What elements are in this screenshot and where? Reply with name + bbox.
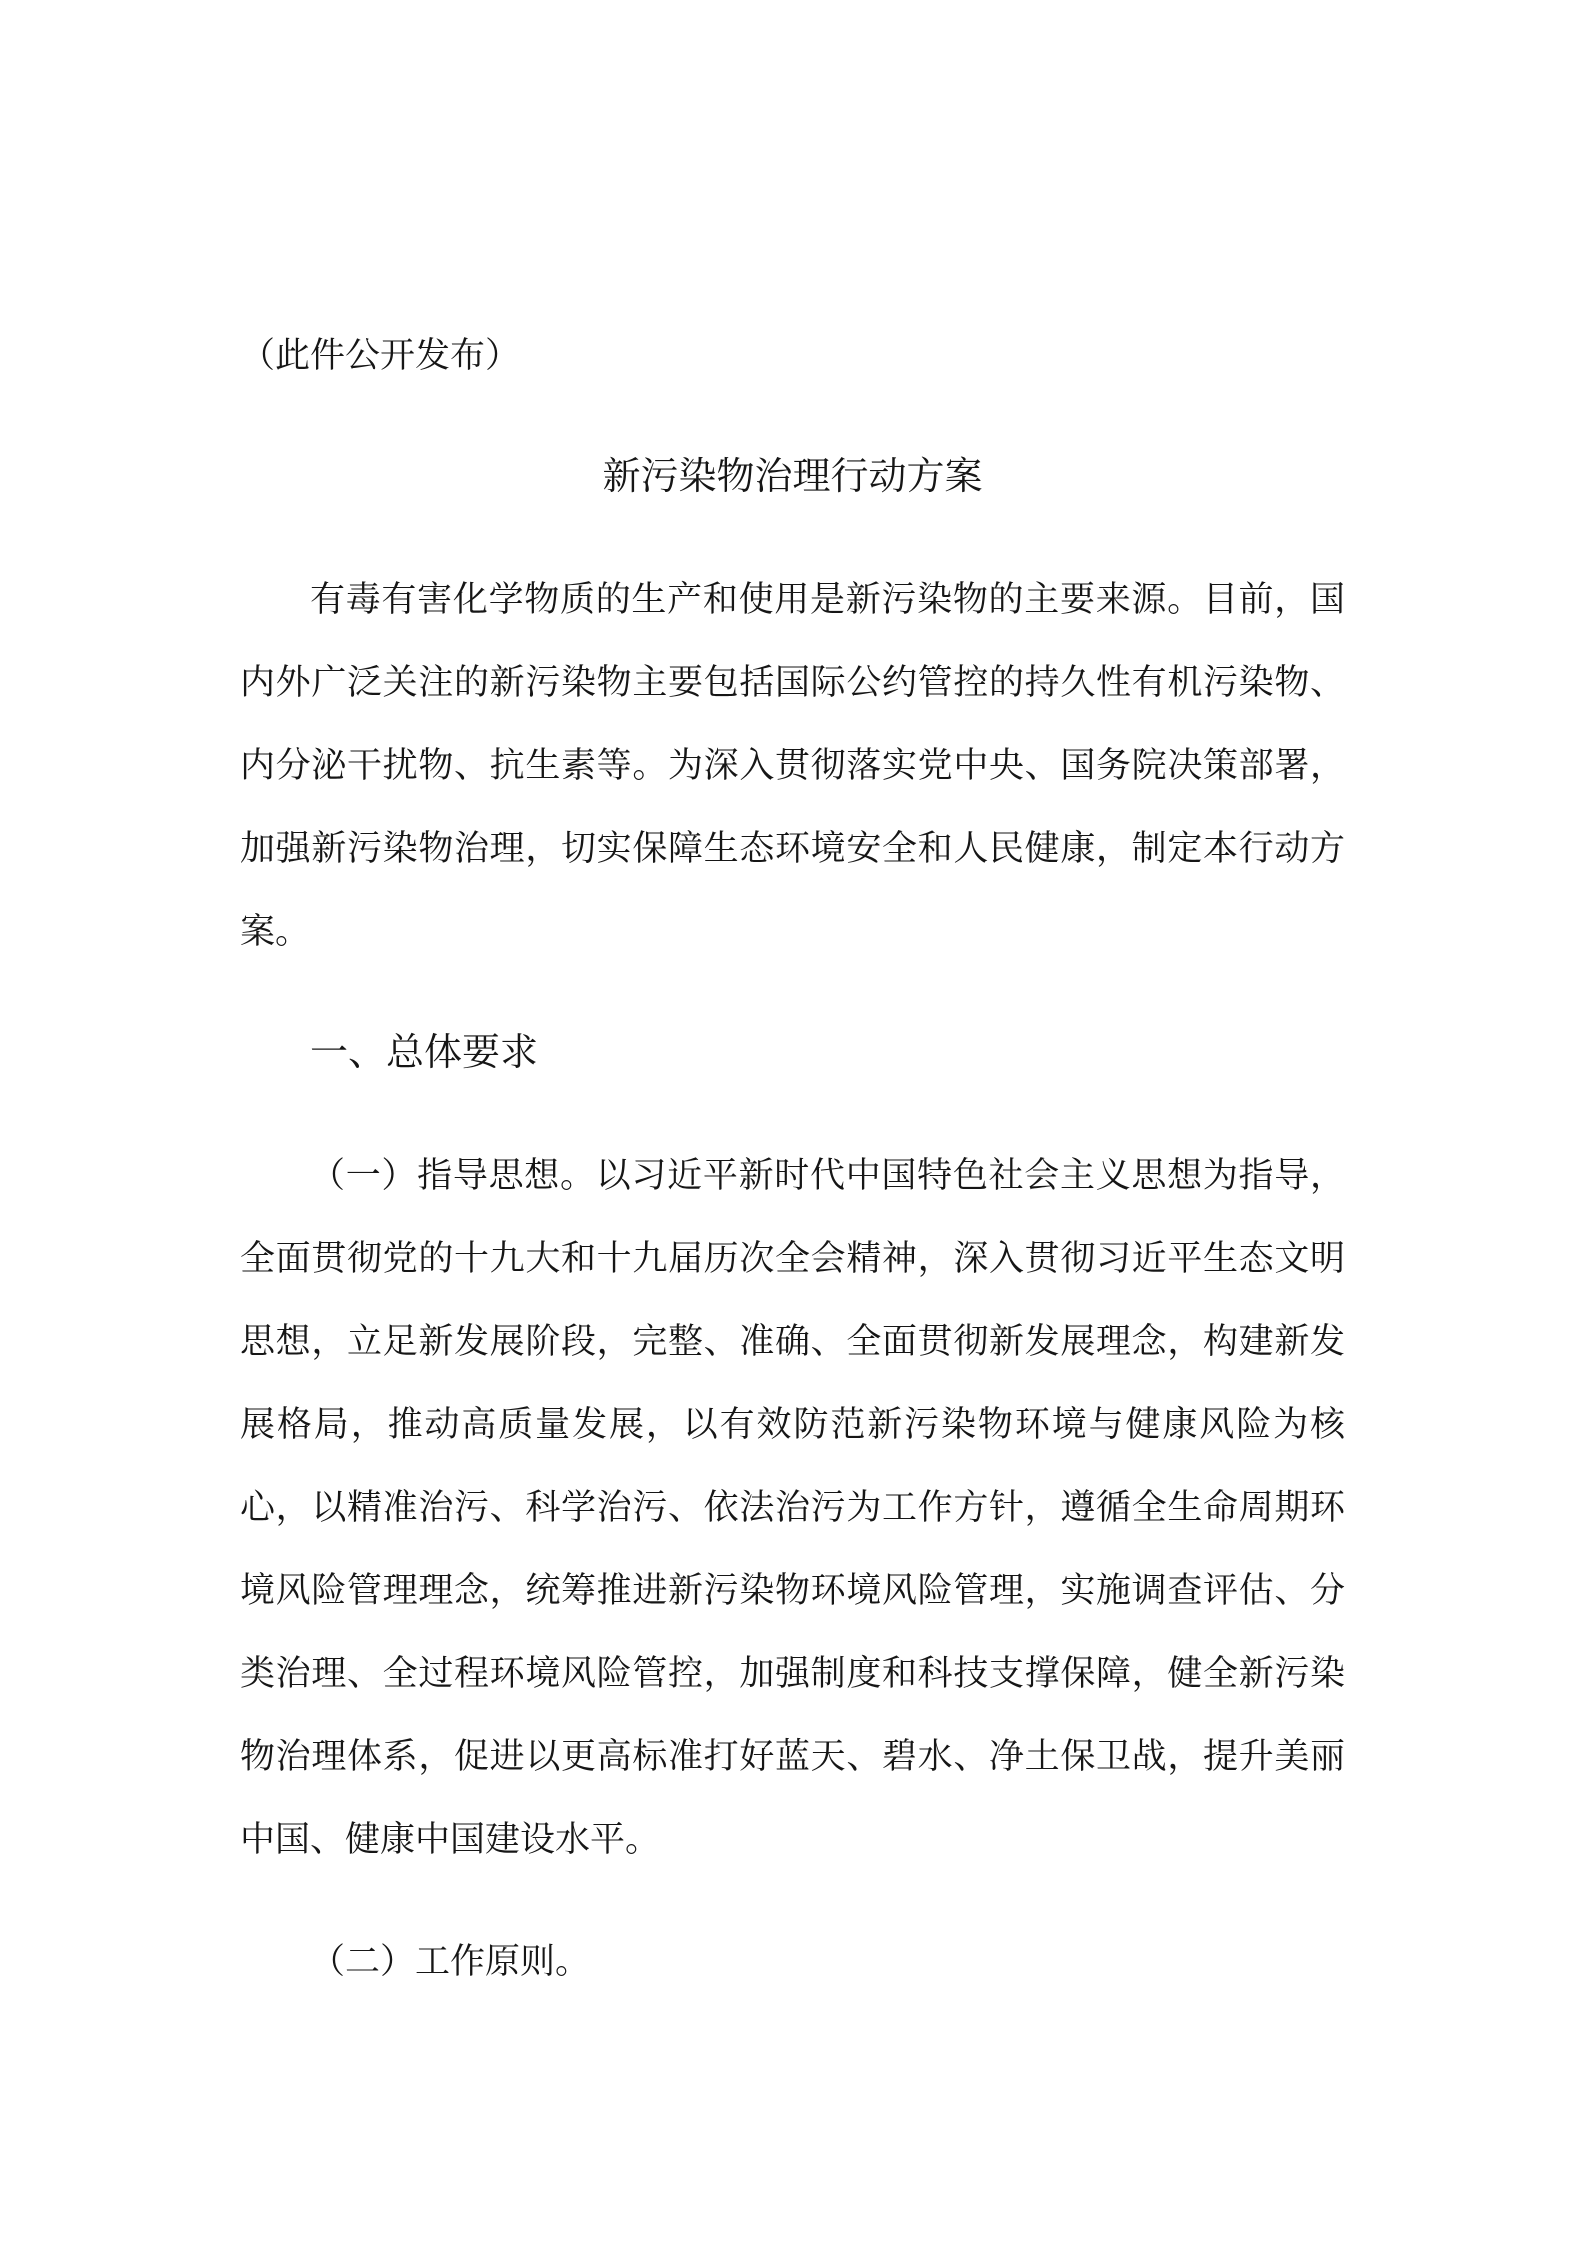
work-principles-label: （二）工作原则。 bbox=[310, 1942, 591, 1981]
guiding-ideology-label: （一）指导思想。 bbox=[310, 1156, 596, 1195]
guiding-ideology-text: 以习近平新时代中国特色社会主义思想为指导，全面贯彻党的十九大和十九届历次全会精神，深入贯彻习近平生态文明思想，立足新发展阶段，完整、准确、全面贯彻新发展理念，构建新发展格局，推动高质量发展，以有效防范新污染物环境与健康风险为核心，以精准治污、科学治污、依法治污为工作方针，遵循全生命周期环境风险管理理念，统筹推进新污染物环境风险管理，实施调查评估、分类治理、全过程环境风险管控，加强制度和科技支撑保障，健全新污染物治理体系，促进以更高标准打好蓝天、碧水、净土保卫战，提升美丽中国、健康中国建设水平。 bbox=[240, 1156, 1345, 1859]
guiding-ideology-paragraph bbox=[240, 1134, 1345, 1881]
document-title: 新污染物治理行动方案 bbox=[602, 456, 983, 498]
section-heading-overall-requirements: 一、总体要求 bbox=[310, 1032, 539, 1074]
intro-paragraph: 有毒有害化学物质的生产和使用是新污染物的主要来源。目前，国内外广泛关注的新污染物主要包括国际公约管控的持久性有机污染物、内分泌干扰物、抗生素等。为深入贯彻落实党中央、国务院决策部署，加强新污染物治理，切实保障生态环境安全和人民健康，制定本行动方案。 bbox=[240, 580, 1345, 951]
release-note: （此件公开发布） bbox=[240, 336, 521, 375]
work-principles-paragraph bbox=[240, 1920, 1345, 2003]
